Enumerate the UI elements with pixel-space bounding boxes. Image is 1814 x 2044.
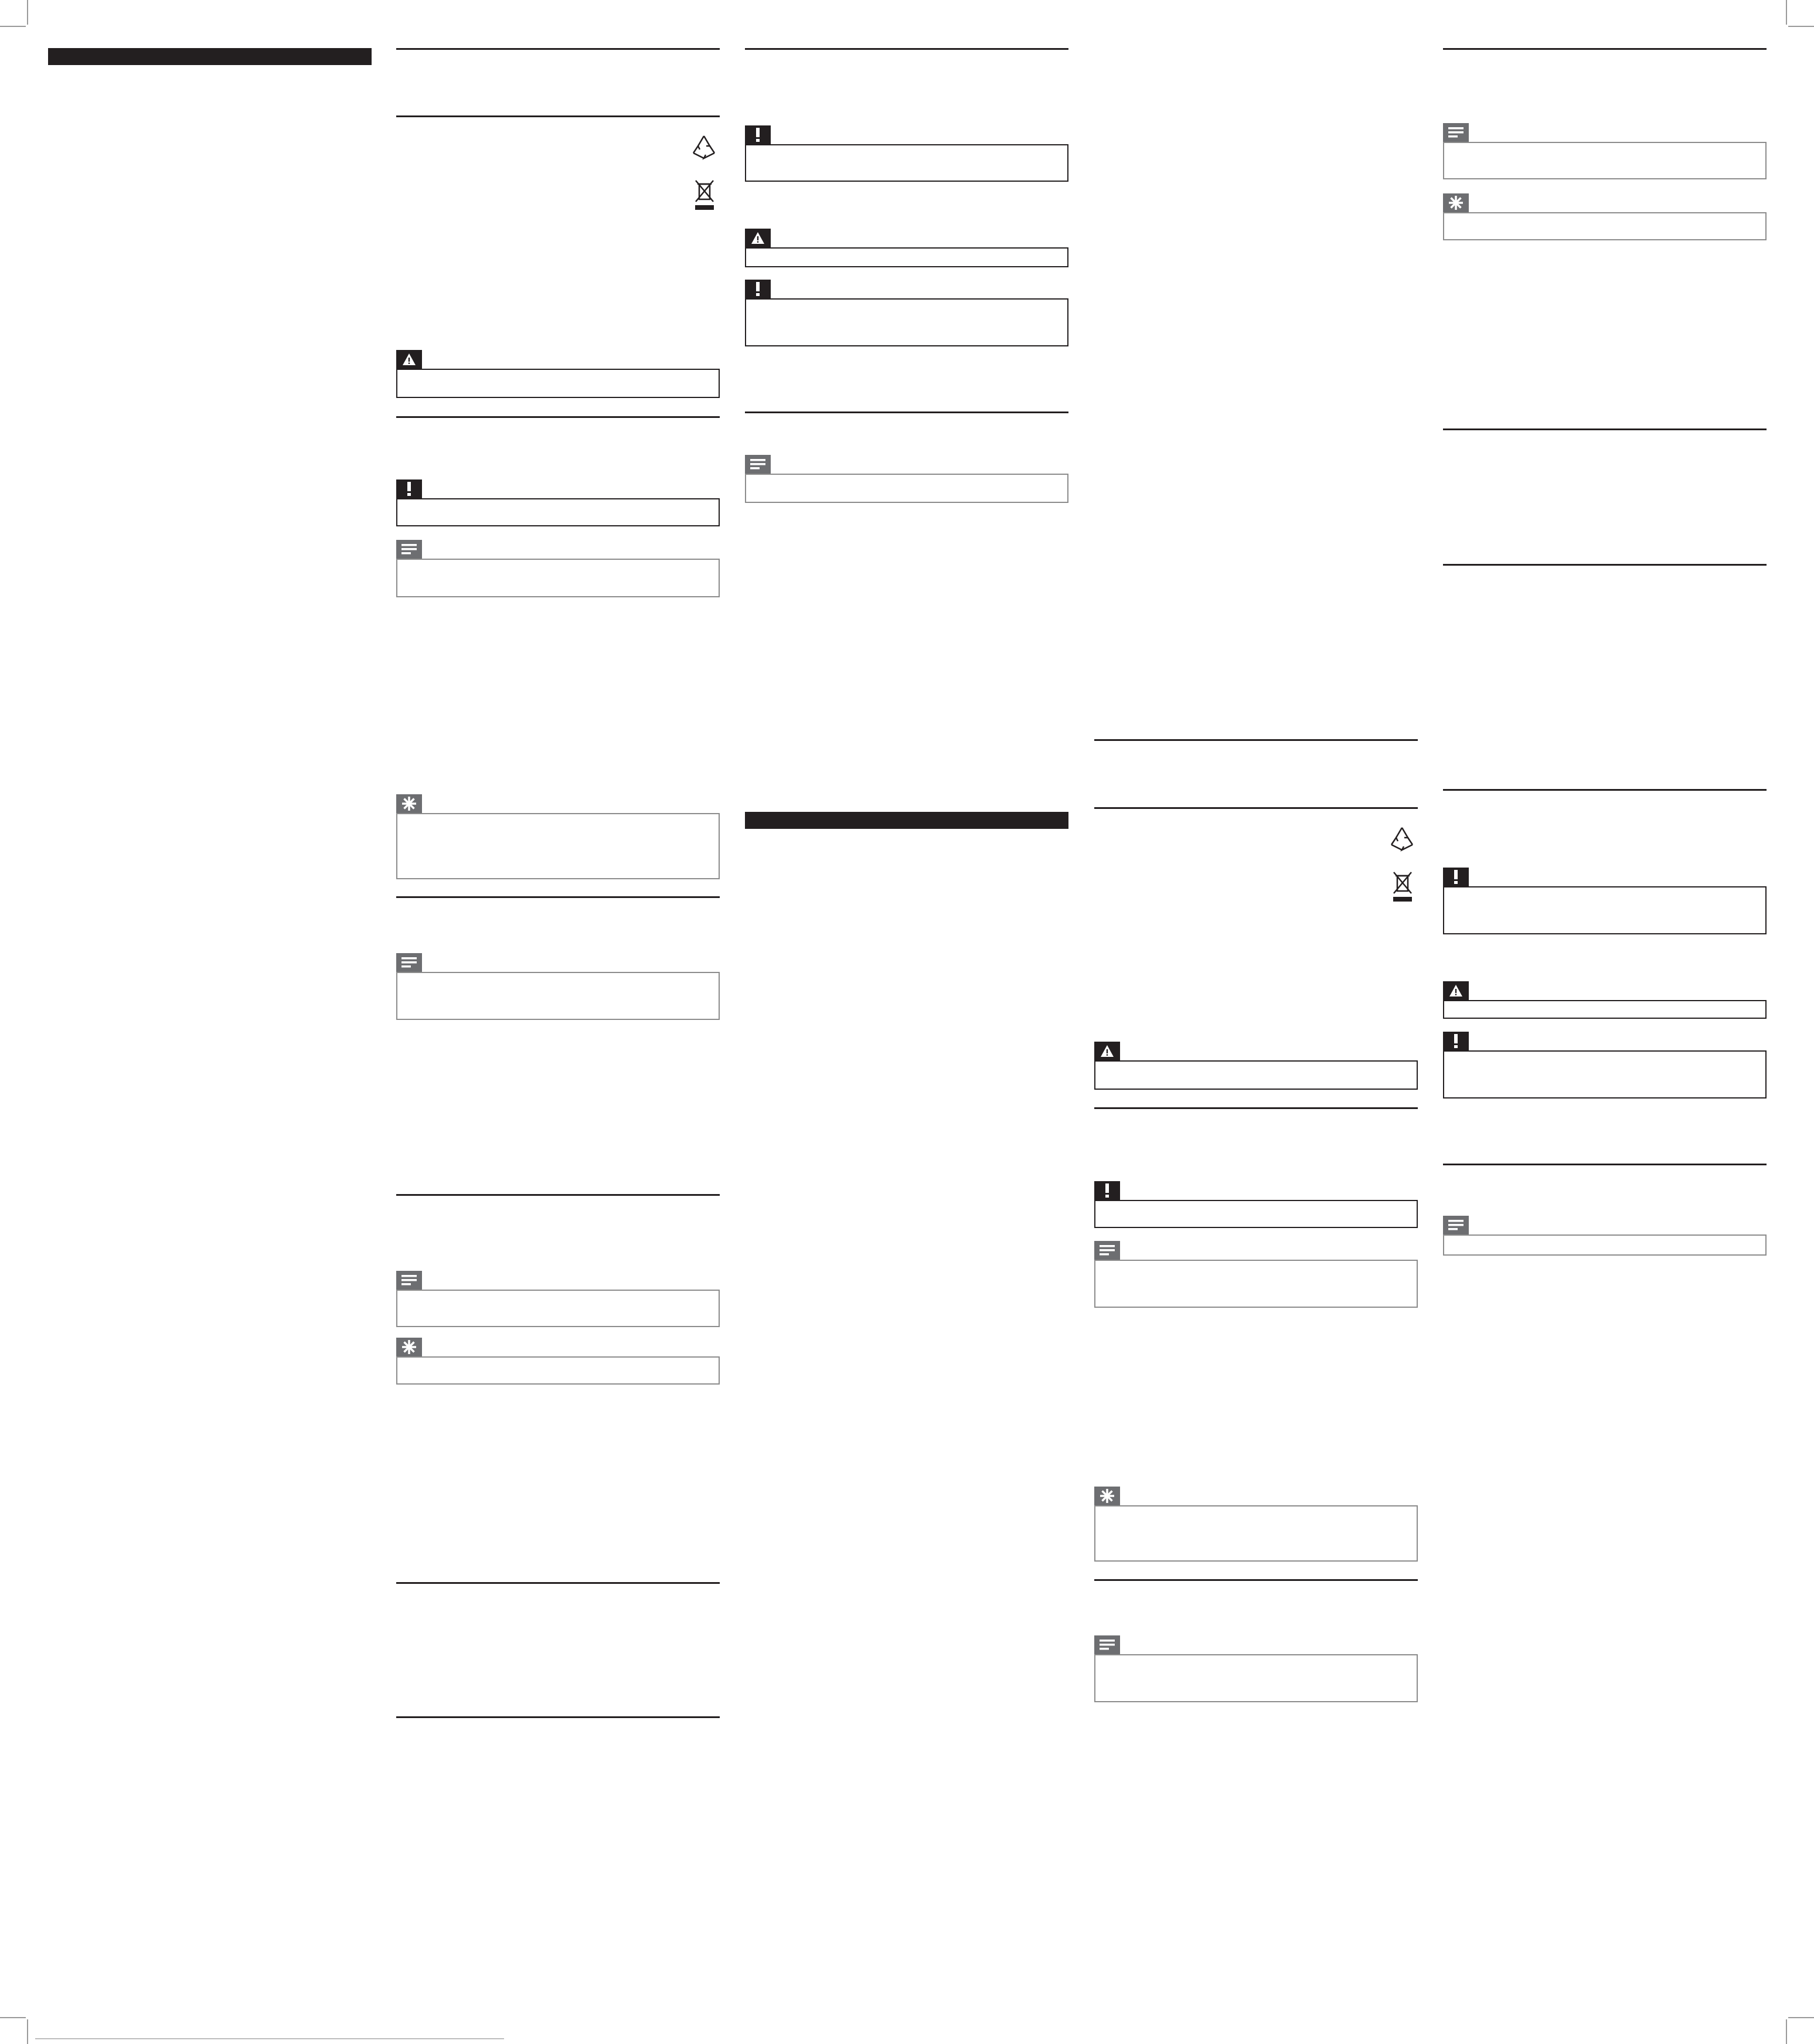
column-4 — [1094, 0, 1418, 2044]
exclamation-icon — [1443, 868, 1469, 886]
section-rule — [396, 896, 720, 898]
section-rule — [1443, 564, 1767, 566]
section-rule — [745, 411, 1068, 413]
crop-mark — [0, 2017, 26, 2018]
crop-mark — [27, 2019, 28, 2044]
note-notice — [1443, 123, 1767, 179]
section-rule — [1094, 807, 1418, 809]
crop-mark — [0, 26, 26, 27]
note-lines-icon — [396, 1271, 422, 1290]
section-rule — [1443, 428, 1767, 430]
tip-notice — [1443, 193, 1767, 240]
crop-mark — [27, 0, 28, 25]
note-notice — [396, 1271, 720, 1327]
caution-notice — [396, 479, 720, 526]
caution-notice — [1443, 1032, 1767, 1098]
section-rule — [1443, 48, 1767, 50]
note-notice — [1094, 1635, 1418, 1702]
exclamation-icon — [745, 280, 771, 298]
exclamation-icon — [396, 479, 422, 498]
note-notice — [396, 953, 720, 1020]
section-rule — [396, 416, 720, 418]
note-lines-icon — [1094, 1241, 1120, 1260]
section-rule — [1443, 1164, 1767, 1165]
asterisk-tip-icon — [396, 1338, 422, 1356]
section-rule — [745, 48, 1068, 50]
section-rule — [396, 115, 720, 117]
asterisk-tip-icon — [396, 794, 422, 813]
recycle-icon — [1388, 825, 1415, 852]
note-lines-icon — [396, 953, 422, 972]
section-rule — [1094, 1579, 1418, 1581]
note-lines-icon — [1443, 123, 1469, 142]
section-rule — [1094, 739, 1418, 741]
warning-triangle-icon — [1443, 981, 1469, 1000]
section-rule — [396, 1716, 720, 1718]
recycle-icon — [690, 134, 717, 161]
warning-notice — [745, 229, 1068, 267]
warning-notice — [1443, 981, 1767, 1019]
section-rule — [396, 1194, 720, 1196]
crossed-bin-icon — [694, 178, 715, 211]
note-lines-icon — [396, 540, 422, 559]
warning-notice — [1094, 1042, 1418, 1090]
note-notice — [1094, 1241, 1418, 1308]
section-rule — [396, 48, 720, 50]
caution-notice — [1094, 1181, 1418, 1228]
crop-mark — [1786, 0, 1787, 25]
exclamation-icon — [1443, 1032, 1469, 1050]
note-lines-icon — [1443, 1216, 1469, 1234]
warning-notice — [396, 350, 720, 398]
note-notice — [396, 540, 720, 597]
chapter-header-bar — [48, 48, 372, 65]
warning-triangle-icon — [396, 350, 422, 369]
tip-notice — [396, 1338, 720, 1385]
tip-notice — [1094, 1487, 1418, 1562]
tip-notice — [396, 794, 720, 879]
caution-notice — [745, 280, 1068, 346]
crop-mark — [1788, 26, 1814, 27]
note-notice — [1443, 1216, 1767, 1256]
caution-notice — [745, 125, 1068, 182]
exclamation-icon — [1094, 1181, 1120, 1200]
column-1 — [48, 0, 372, 2044]
warning-triangle-icon — [745, 229, 771, 247]
section-rule — [1094, 1107, 1418, 1109]
note-notice — [745, 455, 1068, 503]
note-lines-icon — [745, 455, 771, 474]
section-rule — [396, 1582, 720, 1584]
crossed-bin-icon — [1392, 870, 1413, 903]
crop-mark — [1786, 2019, 1787, 2044]
column-3 — [745, 0, 1068, 2044]
exclamation-icon — [745, 125, 771, 144]
asterisk-tip-icon — [1094, 1487, 1120, 1505]
column-5 — [1443, 0, 1767, 2044]
chapter-header-bar — [745, 812, 1068, 829]
column-2 — [396, 0, 720, 2044]
caution-notice — [1443, 868, 1767, 934]
asterisk-tip-icon — [1443, 193, 1469, 212]
warning-triangle-icon — [1094, 1042, 1120, 1060]
note-lines-icon — [1094, 1635, 1120, 1654]
crop-mark — [1788, 2017, 1814, 2018]
section-rule — [1443, 789, 1767, 791]
